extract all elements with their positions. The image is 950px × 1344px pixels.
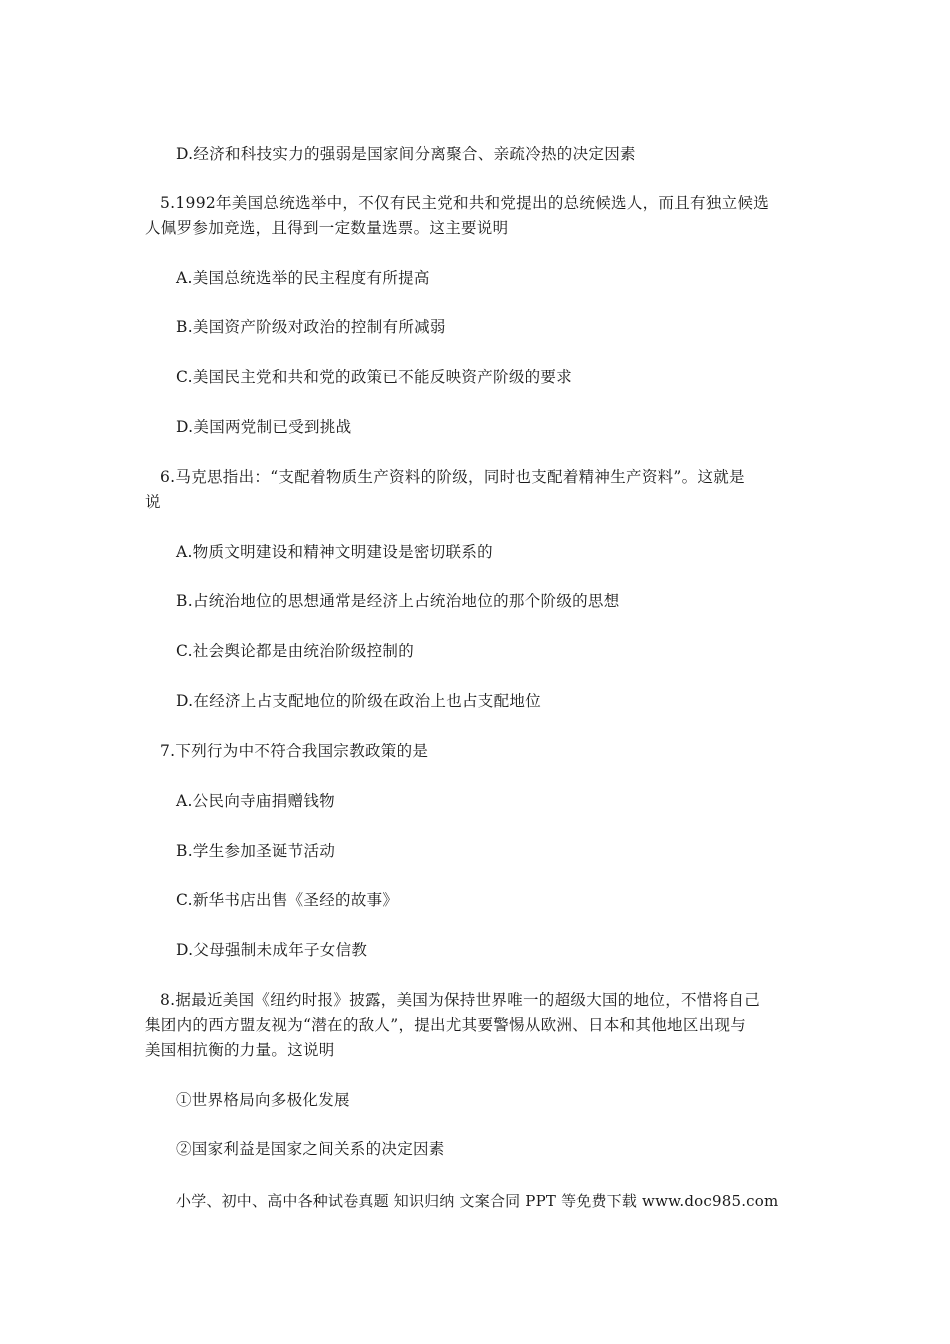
footer-download-note: 小学、初中、高中各种试卷真题 知识归纳 文案合同 PPT 等免费下载 www.doc985.com [176,1192,779,1210]
option-7c: C.新华书店出售《圣经的故事》 [176,891,399,909]
option-5a: A.美国总统选举的民主程度有所提高 [176,269,430,287]
option-5b: B.美国资产阶级对政治的控制有所减弱 [176,318,446,336]
question-8-stem: 8.据最近美国《纽约时报》披露，美国为保持世界唯一的超级大国的地位，不惜将自己 [160,991,760,1009]
question-6-stem-cont: 说 [145,493,161,511]
question-6-stem: 6.马克思指出：“支配着物质生产资料的阶级，同时也支配着精神生产资料”。这就是 [160,468,745,486]
option-8-2: ②国家利益是国家之间关系的决定因素 [176,1140,445,1158]
option-7a: A.公民向寺庙捐赠钱物 [176,792,335,810]
option-7b: B.学生参加圣诞节活动 [176,842,336,860]
question-8-stem-cont-1: 集团内的西方盟友视为“潜在的敌人”，提出尤其要警惕从欧洲、日本和其他地区出现与 [145,1016,747,1034]
question-7-stem: 7.下列行为中不符合我国宗教政策的是 [160,742,429,760]
option-5c: C.美国民主党和共和党的政策已不能反映资产阶级的要求 [176,368,573,386]
option-6a: A.物质文明建设和精神文明建设是密切联系的 [176,543,493,561]
option-6c: C.社会舆论都是由统治阶级控制的 [176,642,415,660]
option-8-1: ①世界格局向多极化发展 [176,1091,350,1109]
question-5-stem-cont: 人佩罗参加竞选，且得到一定数量选票。这主要说明 [145,219,509,237]
question-8-stem-cont-2: 美国相抗衡的力量。这说明 [145,1041,335,1059]
option-5d: D.美国两党制已受到挑战 [176,418,352,436]
option-4d: D.经济和科技实力的强弱是国家间分离聚合、亲疏冷热的决定因素 [176,145,636,163]
option-6d: D.在经济上占支配地位的阶级在政治上也占支配地位 [176,692,542,710]
question-5-stem: 5.1992年美国总统选举中，不仅有民主党和共和党提出的总统候选人，而且有独立候选 [160,194,770,212]
option-6b: B.占统治地位的思想通常是经济上占统治地位的那个阶级的思想 [176,592,620,610]
option-7d: D.父母强制未成年子女信教 [176,941,368,959]
